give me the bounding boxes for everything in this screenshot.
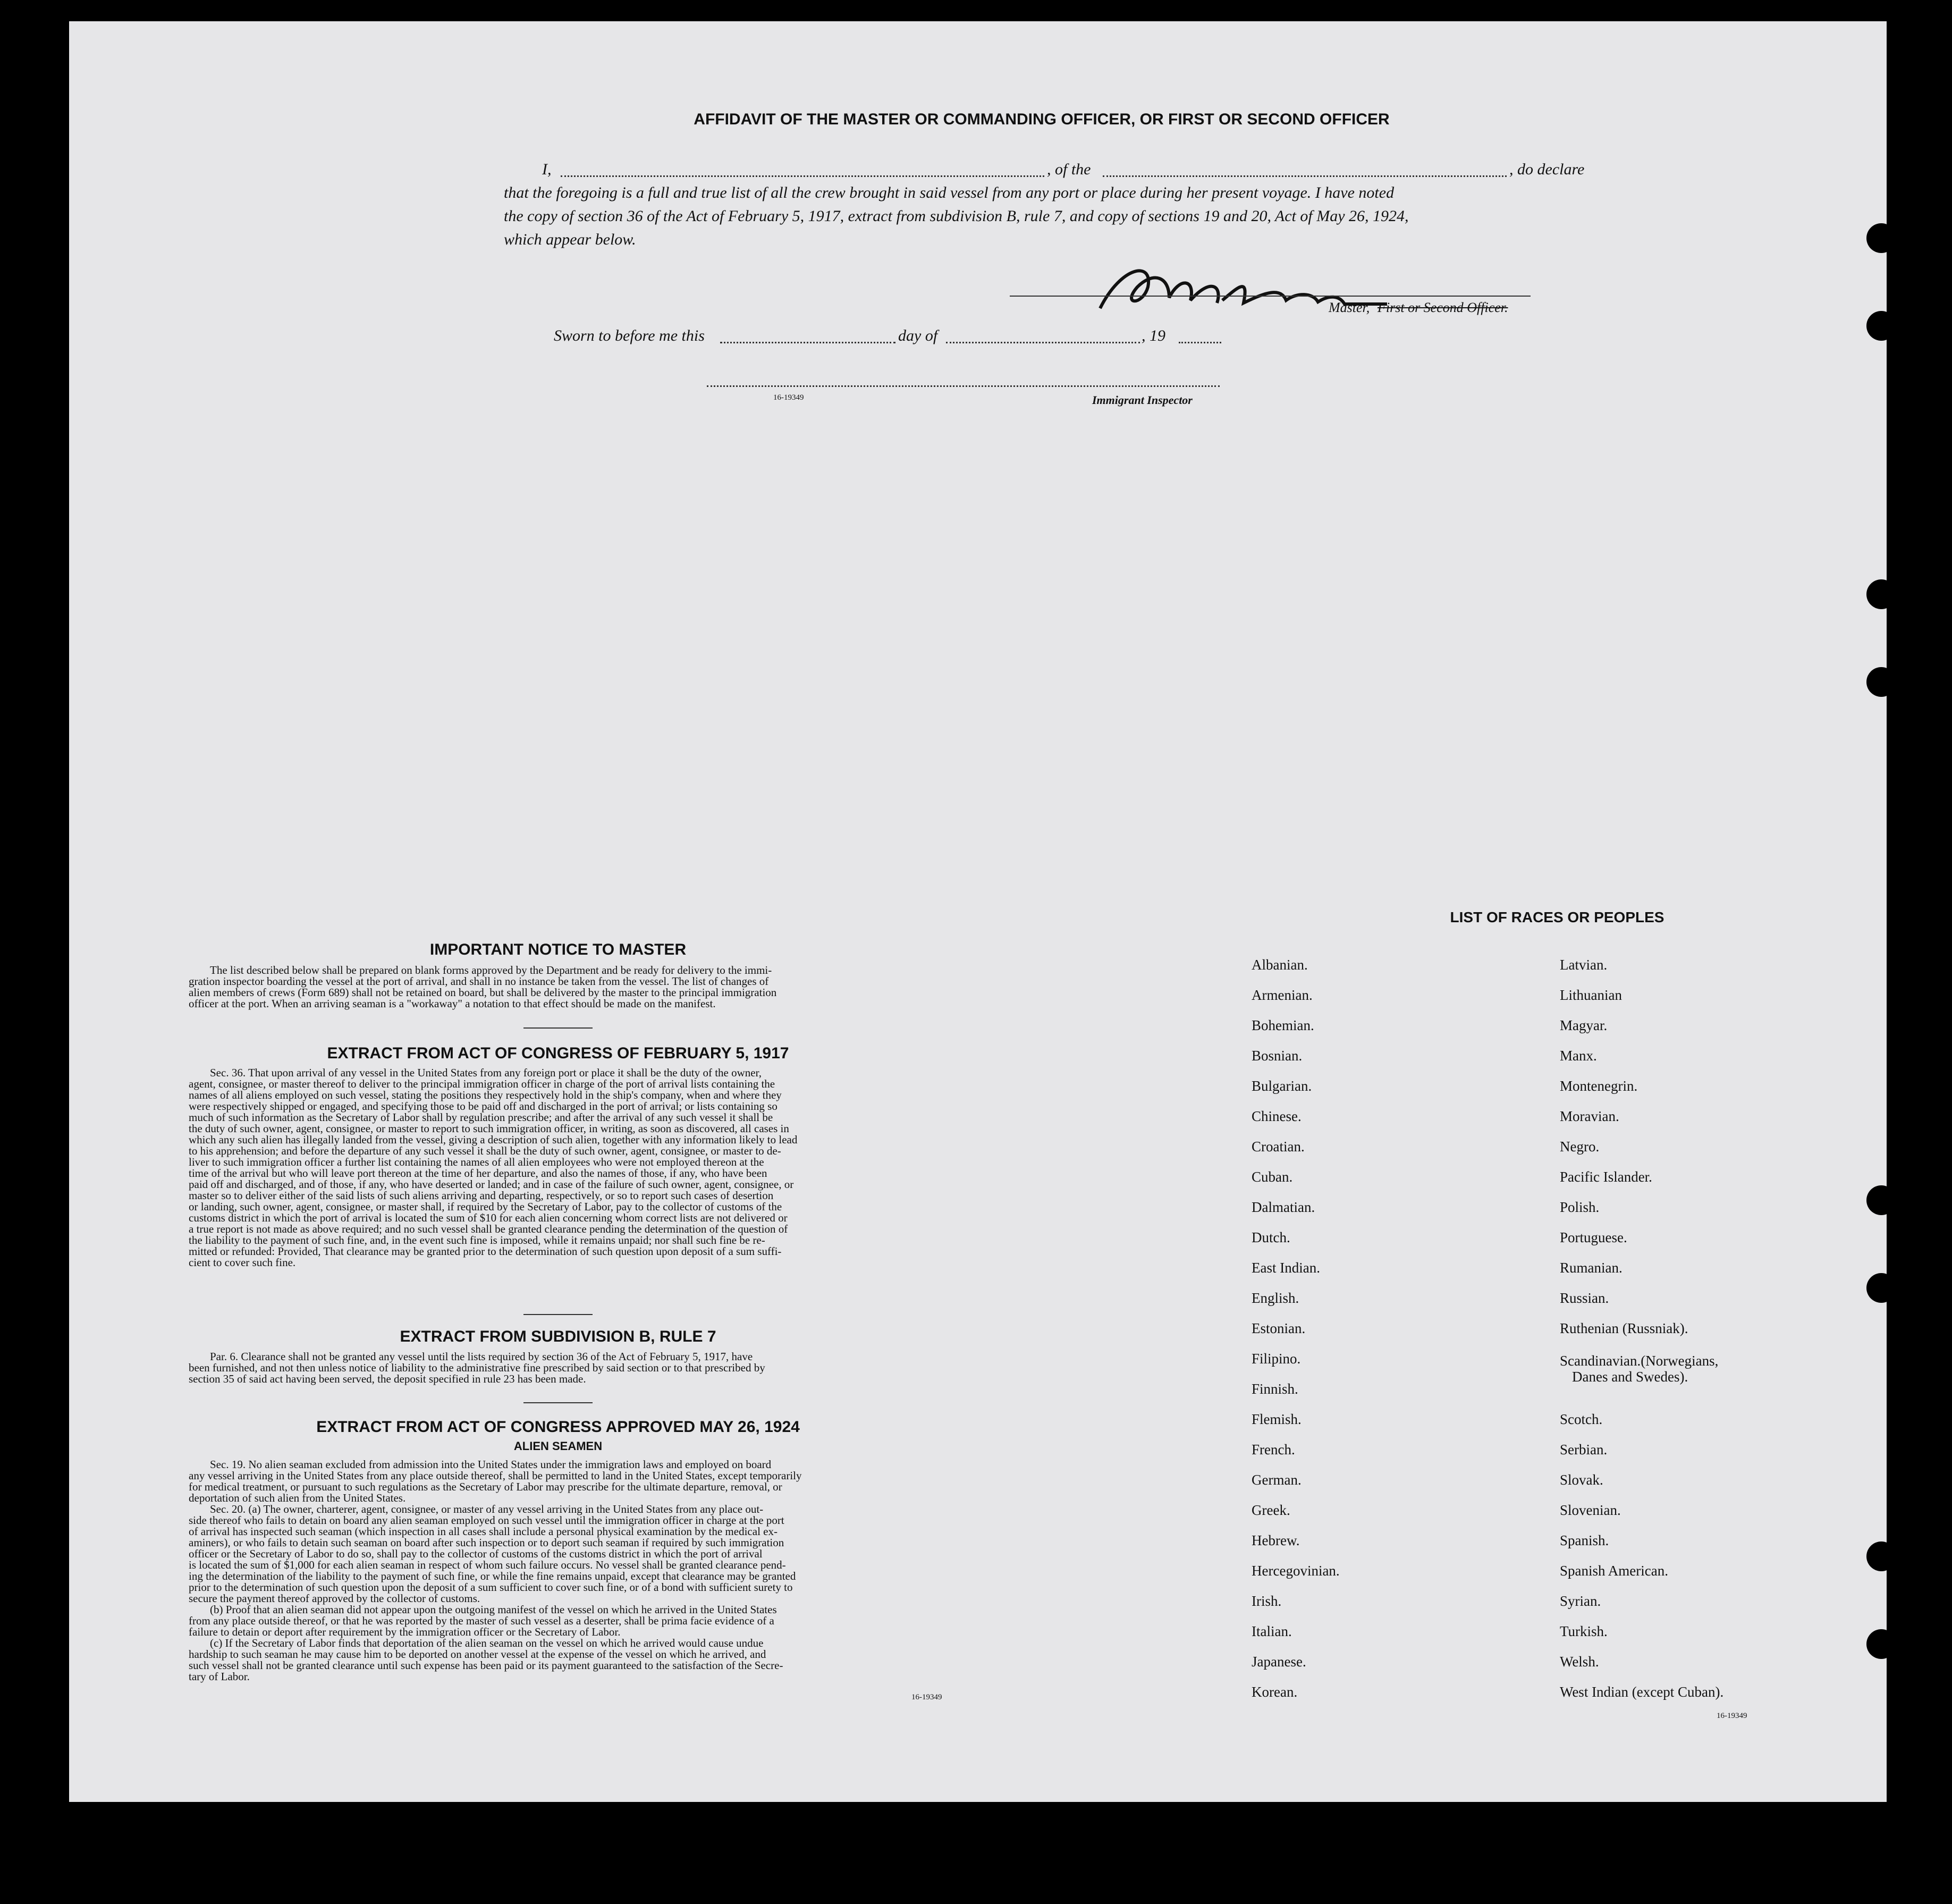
extract-1917-line: cient to cover such fine. (189, 1256, 296, 1269)
extract-1924-line: of arrival has inspected such seaman (which inspection in all cases shall include a personal physical examination by the medical ex- (189, 1525, 778, 1538)
extract-1924-line: prior to the determination of such question upon the deposit of a sum sufficient to cover such fine, or of a bond with sufficient surety to (189, 1581, 793, 1594)
sworn-month-blank[interactable] (946, 342, 1140, 343)
extract-1924-line: tary of Labor. (189, 1670, 250, 1683)
vessel-blank[interactable] (1103, 175, 1507, 177)
inspector-signature-blank[interactable] (707, 385, 1220, 387)
race-item: Welsh. (1560, 1654, 1599, 1670)
race-item: Japanese. (1252, 1654, 1306, 1670)
subdivision-line: section 35 of said act having been served, the deposit specified in rule 23 has been made. (189, 1372, 586, 1385)
extract-1924-line: hardship to such seaman he may cause him to be deported on another vessel at the expense of the vessel on which he arrived, and (189, 1648, 766, 1661)
subdivision-body (189, 1351, 949, 1385)
extract-1917-line: were respectively shipped or engaged, and specifying those to be paid off and discharged in the port of arrival; or lists containing so (189, 1100, 778, 1113)
race-item: Italian. (1252, 1623, 1292, 1639)
race-item: Greek. (1252, 1502, 1290, 1518)
extract-1924-line: is located the sum of $1,000 for each alien seaman in respect of whom such failure occurs. No vessel shall be granted clearance pend- (189, 1558, 786, 1571)
struck-officer-label: First or Second Officer. (1378, 300, 1508, 315)
race-item: Portuguese. (1560, 1229, 1627, 1245)
race-item: Croatian. (1252, 1139, 1305, 1155)
races-form-number: 16-19349 (1717, 1712, 1747, 1720)
subdivision-line: been furnished, and not then unless notice of liability to the administrative fine prescribed by said section or to that prescribed by (189, 1361, 765, 1374)
binder-hole (1866, 311, 1896, 341)
race-item: Rumanian. (1560, 1260, 1623, 1276)
extract-1924-line: aminers), or who fails to detain such seaman on board after such inspection or to deport such seaman if required by such immigration (189, 1536, 784, 1549)
i-label: I, (542, 161, 552, 178)
year-label: , 19 (1142, 327, 1165, 344)
extract-1924-line: (b) Proof that an alien seaman did not appear upon the outgoing manifest of the vessel on which he arrived in the United States (210, 1603, 777, 1616)
race-item: Filipino. (1252, 1351, 1301, 1367)
race-item: Albanian. (1252, 957, 1308, 973)
race-item: Montenegrin. (1560, 1078, 1638, 1094)
sworn-day-blank[interactable] (720, 342, 895, 343)
extract-1917-title: EXTRACT FROM ACT OF CONGRESS OF FEBRUARY 5, 1917 (327, 1044, 789, 1062)
declaration-line-1: that the foregoing is a full and true list of all the crew brought in said vessel from any port or place during her present voyage. I have noted (504, 184, 1395, 201)
extract-1924-line: such vessel shall not be granted clearance until such expense has been paid or its payment guaranteed to the satisfaction of the Secre- (189, 1659, 783, 1672)
affidavit-title: AFFIDAVIT OF THE MASTER OR COMMANDING OFFICER, OR FIRST OR SECOND OFFICER (694, 111, 1390, 128)
extract-1924-subtitle: ALIEN SEAMEN (513, 1439, 603, 1453)
race-item: Irish. (1252, 1593, 1282, 1609)
race-item: Moravian. (1560, 1108, 1619, 1124)
extract-1917-line: agent, consignee, or master thereof to deliver to the principal immigration officer in charge of the port of arrival lists containing the (189, 1077, 775, 1090)
extract-1917-line: master so to deliver either of the said lists of such aliens arriving and departing, respectively, or so to report such cases of desertion (189, 1189, 774, 1202)
inspector-label: Immigrant Inspector (1092, 393, 1193, 407)
extract-1917-line: which any such alien has illegally landed from the vessel, giving a description of such alien, together with any information likely to lead (189, 1133, 798, 1146)
extract-1917-line: Sec. 36. That upon arrival of any vessel in the United States from any foreign port or place it shall be the duty of the owner, (210, 1066, 762, 1079)
of-the-label: , of the (1047, 161, 1091, 178)
extract-1924-line: side thereof who fails to detain on board any alien seaman employed on such vessel until the immigration officer in charge at the port (189, 1514, 784, 1527)
extract-1924-line: failure to detain or deport after requirement by the immigration officer or the Secretary of Labor. (189, 1625, 621, 1638)
race-item: Manx. (1560, 1048, 1597, 1064)
notice-line: alien members of crews (Form 689) shall not be retained on board, but shall be delivered by the master to the principal immigration (189, 986, 777, 999)
race-item: Bulgarian. (1252, 1078, 1312, 1094)
extract-1917-line: time of the arrival but who will leave port thereon at the time of her departure, and also the names of those, if any, who have been (189, 1167, 767, 1180)
race-item: Armenian. (1252, 987, 1313, 1003)
extract-1917-line: names of all aliens employed on such vessel, stating the positions they respectively hold in the ship's company, when and where they (189, 1089, 782, 1101)
extract-1924-line: from any place outside thereof, or that he was reported by the master of such vessel as a deserter, shall be prima facie evidence of a (189, 1614, 774, 1627)
race-item: Polish. (1560, 1199, 1600, 1215)
race-item: Danes and Swedes). (1572, 1369, 1688, 1385)
extract-1924-line: (c) If the Secretary of Labor finds that deportation of the alien seaman on the vessel on which he arrived would cause undue (210, 1637, 764, 1649)
race-item: English. (1252, 1290, 1299, 1306)
race-item: Estonian. (1252, 1320, 1306, 1336)
extract-1917-line: liver to such immigration officer a further list containing the names of all alien employees who were not employed thereon at the (189, 1156, 764, 1168)
race-item: German. (1252, 1472, 1302, 1488)
affidavit-form-number: 16-19349 (773, 393, 804, 402)
do-declare-label: , do declare (1509, 161, 1585, 178)
extract-1917-line: the liability to the payment of such fine, and, in the event such fine is imposed, while it remains unpaid; nor shall such fine be re- (189, 1234, 765, 1246)
race-item: Serbian. (1560, 1442, 1608, 1458)
extract-1924-line: deportation of such alien from the United States. (189, 1492, 406, 1504)
extract-1917-line: the duty of such owner, agent, consignee, or master to report to such immigration officer, in writing, as soon as discovered, all cases in (189, 1122, 789, 1135)
race-item: Spanish American. (1560, 1563, 1668, 1579)
notice-line: gration inspector boarding the vessel at the port of arrival, and shall in no instance be taken from the vessel. The list of changes of (189, 975, 769, 988)
race-item: Flemish. (1252, 1411, 1302, 1427)
race-item: East Indian. (1252, 1260, 1320, 1276)
sworn-year-blank[interactable] (1179, 342, 1221, 343)
master-label: Master, (1329, 300, 1370, 315)
race-item: Pacific Islander. (1560, 1169, 1652, 1185)
extract-1924-line: officer or the Secretary of Labor to do so, shall pay to the collector of customs of the customs district in which the port of arrival (189, 1547, 763, 1560)
race-item: Slovak. (1560, 1472, 1603, 1488)
race-item: Chinese. (1252, 1108, 1302, 1124)
binder-hole (1866, 1273, 1896, 1303)
extract-1917-line: customs district in which the port of arrival is located the sum of $10 for each alien concerning whom correct lists are not delivered or (189, 1211, 788, 1224)
extract-1924-body (189, 1459, 949, 1682)
race-item: Cuban. (1252, 1169, 1293, 1185)
binder-hole (1866, 1185, 1896, 1215)
notice-line: officer at the port. When an arriving seaman is a "workaway" a notation to that effect should be made on the manifest. (189, 997, 716, 1010)
extract-1924-title: EXTRACT FROM ACT OF CONGRESS APPROVED MAY 26, 1924 (316, 1418, 800, 1436)
name-blank[interactable] (561, 175, 1044, 177)
race-item: Magyar. (1560, 1017, 1608, 1033)
race-item: Latvian. (1560, 957, 1608, 973)
subdivision-title: EXTRACT FROM SUBDIVISION B, RULE 7 (400, 1328, 716, 1345)
race-item: Hercegovinian. (1252, 1563, 1340, 1579)
race-item: Slovenian. (1560, 1502, 1621, 1518)
divider (523, 1402, 593, 1403)
binder-hole (1866, 1541, 1896, 1571)
extract-1924-line: for medical treatment, or pursuant to such regulations as the Secretary of Labor may prescribe for the ultimate departure, removal, or (189, 1480, 782, 1493)
extract-1917-line: paid off and discharged, and of those, if any, who have deserted or landed; and in case of the failure of such owner, agent, consignee, or (189, 1178, 794, 1191)
race-item: Bohemian. (1252, 1017, 1314, 1033)
race-item: Scandinavian.(Norwegians, (1560, 1353, 1719, 1369)
race-item: Hebrew. (1252, 1532, 1300, 1548)
extract-1917-line: much of such information as the Secretary of Labor shall by regulation prescribe; and after the arrival of any such vessel it shall be (189, 1111, 773, 1124)
race-item: Spanish. (1560, 1532, 1609, 1548)
binder-hole (1866, 667, 1896, 697)
race-item: Scotch. (1560, 1411, 1603, 1427)
race-item: Negro. (1560, 1139, 1600, 1155)
race-item: West Indian (except Cuban). (1560, 1684, 1724, 1700)
extract-1924-line: Sec. 20. (a) The owner, charterer, agent, consignee, or master of any vessel arriving in the United States from any place out- (210, 1503, 764, 1515)
extract-1924-line: Sec. 19. No alien seaman excluded from admission into the United States under the immigration laws and employed on board (210, 1458, 772, 1471)
document-page (69, 21, 1887, 1802)
binder-hole (1866, 1629, 1896, 1659)
signature-line (1010, 296, 1531, 297)
race-item: Ruthenian (Russniak). (1560, 1320, 1688, 1336)
extract-form-number: 16-19349 (911, 1693, 942, 1701)
notice-title: IMPORTANT NOTICE TO MASTER (429, 941, 687, 958)
race-item: Lithuanian (1560, 987, 1622, 1003)
sworn-label: Sworn to before me this (554, 327, 705, 344)
race-item: Syrian. (1560, 1593, 1601, 1609)
race-item: Bosnian. (1252, 1048, 1303, 1064)
notice-line: The list described below shall be prepared on blank forms approved by the Department and be ready for delivery to the immi- (210, 964, 772, 976)
day-of-label: day of (898, 327, 938, 344)
divider (523, 1027, 593, 1029)
binder-hole (1866, 579, 1896, 609)
extract-1917-line: mitted or refunded: Provided, That clearance may be granted prior to the determination of such question upon deposit of a sum suffi- (189, 1245, 782, 1258)
declaration-line-2: the copy of section 36 of the Act of February 5, 1917, extract from subdivision B, rule 7, and copy of sections 19 and 20, Act of May 26, 1924, (504, 207, 1409, 225)
race-item: Russian. (1560, 1290, 1609, 1306)
race-item: Turkish. (1560, 1623, 1608, 1639)
binder-hole (1866, 223, 1896, 253)
notice-body (189, 965, 949, 1009)
extract-1917-line: to his apprehension; and before the departure of any such vessel it shall be the duty of such owner, agent, consignee, or master to de- (189, 1144, 781, 1157)
declaration-line-3: which appear below. (504, 231, 636, 248)
extract-1924-line: ing the determination of the liability to the payment of such fine, or while the fine remains unpaid, except that clearance may be granted (189, 1570, 796, 1582)
subdivision-line: Par. 6. Clearance shall not be granted any vessel until the lists required by section 36 of the Act of February 5, 1917, have (210, 1350, 753, 1363)
race-item: Dutch. (1252, 1229, 1290, 1245)
race-item: Korean. (1252, 1684, 1298, 1700)
race-item: Finnish. (1252, 1381, 1298, 1397)
race-item: Dalmatian. (1252, 1199, 1315, 1215)
extract-1924-line: secure the payment thereof approved by the collector of customs. (189, 1592, 480, 1605)
extract-1917-line: or landing, such owner, agent, consignee, or master shall, if required by the Secretary of Labor, pay to the collector of customs of the (189, 1200, 782, 1213)
extract-1917-body (189, 1067, 949, 1268)
divider (523, 1314, 593, 1315)
race-item: French. (1252, 1442, 1295, 1458)
extract-1924-line: any vessel arriving in the United States from any place outside thereof, shall be permitted to land in the United States, except temporarily (189, 1469, 802, 1482)
races-title: LIST OF RACES OR PEOPLES (1450, 909, 1664, 925)
extract-1917-line: a true report is not made as above required; and no such vessel shall be granted clearance pending the determination of the question of (189, 1223, 788, 1235)
